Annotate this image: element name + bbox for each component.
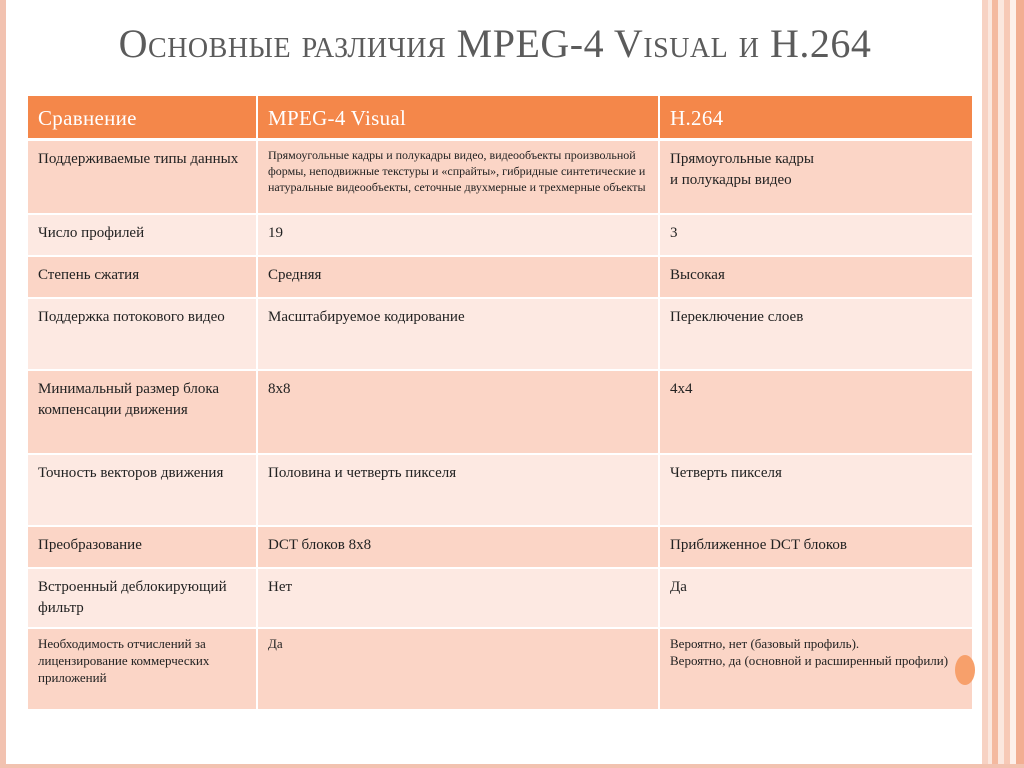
table-row: [27, 298, 973, 370]
mpeg4-cell: Средняя: [257, 256, 659, 298]
table-row: [27, 140, 973, 214]
h264-cell: 3: [659, 214, 973, 256]
mpeg4-cell: Да: [257, 628, 659, 710]
row-label: Степень сжатия: [27, 256, 257, 298]
bottom-border-decoration: [0, 764, 1024, 768]
table-row: [27, 214, 973, 256]
table-row: [27, 454, 973, 526]
table-header-row: [27, 95, 973, 140]
mpeg4-cell: Масштабируемое кодирование: [257, 298, 659, 370]
row-label: Встроенный деблокирующий фильтр: [27, 568, 257, 628]
comparison-table: [26, 94, 974, 711]
table-row: [27, 628, 973, 710]
table-row: [27, 256, 973, 298]
h264-cell: Переключение слоев: [659, 298, 973, 370]
row-label: Число профилей: [27, 214, 257, 256]
row-label: Точность векторов движения: [27, 454, 257, 526]
decorative-orb: [955, 655, 975, 685]
row-label: Минимальный размер блока компенсации движения: [27, 370, 257, 454]
mpeg4-cell: Половина и четверть пикселя: [257, 454, 659, 526]
h264-cell: 4х4: [659, 370, 973, 454]
h264-cell: Четверть пикселя: [659, 454, 973, 526]
mpeg4-cell: Прямоугольные кадры и полукадры видео, видеообъекты произвольной формы, неподвижные текстуры и «спрайты», гибридные синтетические и натуральные видеообъекты, сеточные двухмерные и трехмерные объекты: [257, 140, 659, 214]
row-label: Преобразование: [27, 526, 257, 568]
mpeg4-cell: 8х8: [257, 370, 659, 454]
h264-cell: Прямоугольные кадры и полукадры видео: [659, 140, 973, 214]
slide-title: Основные различия MPEG-4 Visual и H.264: [118, 21, 872, 66]
mpeg4-cell: Нет: [257, 568, 659, 628]
row-label: Необходимость отчислений за лицензирование коммерческих приложений: [27, 628, 257, 710]
header-comparison: Сравнение: [27, 95, 257, 140]
table-row: [27, 568, 973, 628]
mpeg4-cell: 19: [257, 214, 659, 256]
right-border-decoration: [982, 0, 1024, 768]
table-row: [27, 370, 973, 454]
header-h264: H.264: [659, 95, 973, 140]
header-mpeg4-visual: MPEG-4 Visual: [257, 95, 659, 140]
row-label: Поддерживаемые типы данных: [27, 140, 257, 214]
left-border-decoration: [0, 0, 6, 768]
mpeg4-cell: DCT блоков 8х8: [257, 526, 659, 568]
row-label: Поддержка потокового видео: [27, 298, 257, 370]
h264-cell: Высокая: [659, 256, 973, 298]
table-row: [27, 526, 973, 568]
h264-cell: Да: [659, 568, 973, 628]
h264-cell: Приближенное DCT блоков: [659, 526, 973, 568]
h264-cell: Вероятно, нет (базовый профиль). Вероятно, да (основной и расширенный профили): [659, 628, 973, 710]
